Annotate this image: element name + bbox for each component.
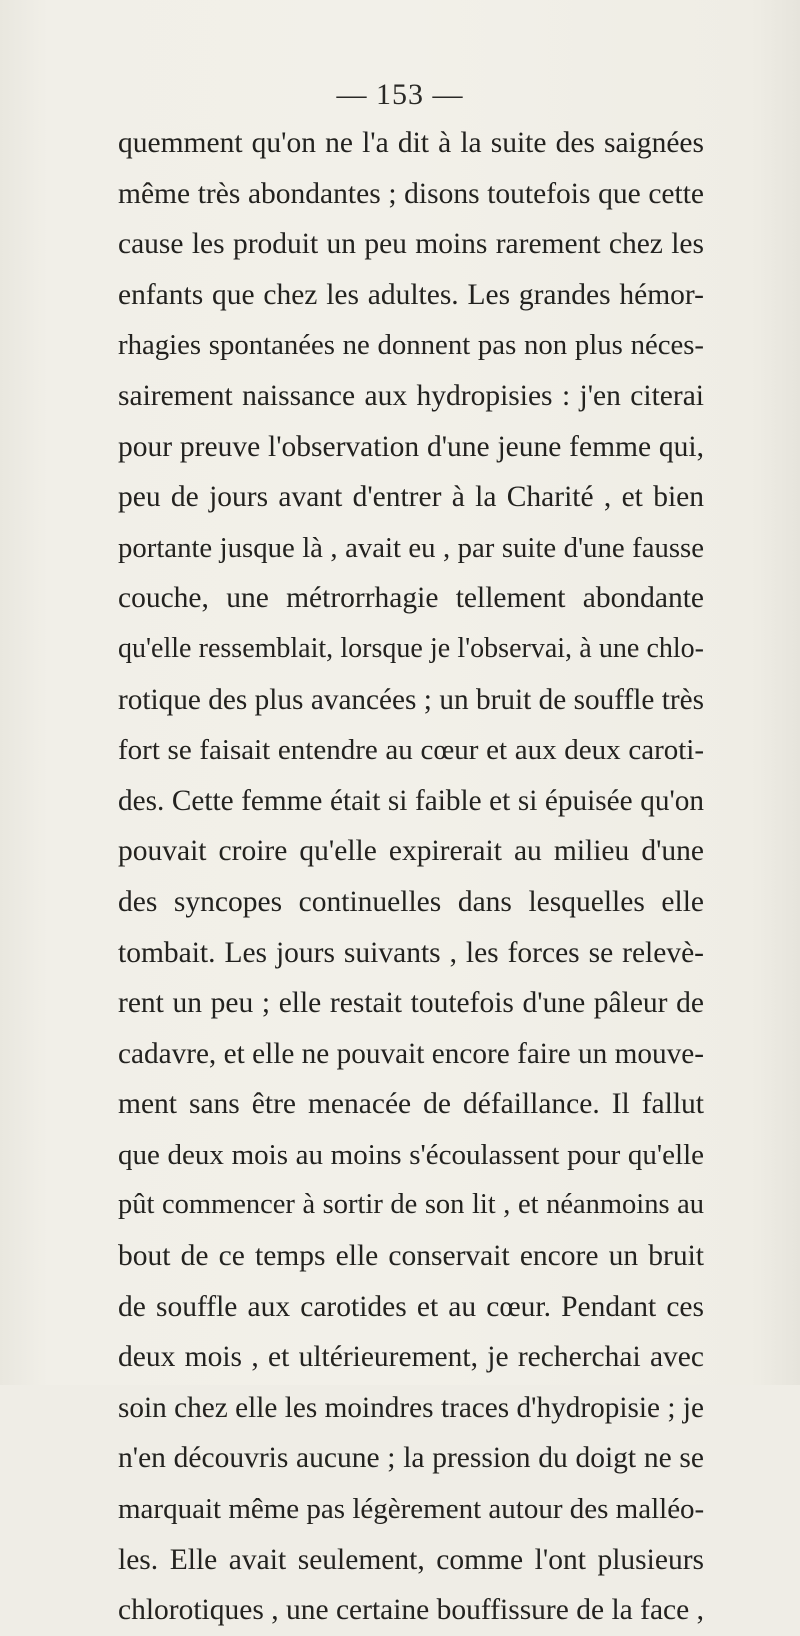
text-line: tombait. Les jours suivants , les forces se relevè- bbox=[118, 936, 704, 969]
page-number: — 153 — bbox=[336, 78, 464, 111]
text-line: soin chez elle les moindres traces d'hydropisie ; je bbox=[118, 1391, 704, 1424]
text-line: les. Elle avait seulement, comme l'ont plusieurs bbox=[118, 1543, 704, 1576]
text-line: cadavre, et elle ne pouvait encore faire un mouve- bbox=[118, 1037, 704, 1070]
text-line: même très abondantes ; disons toutefois que cette bbox=[118, 177, 704, 210]
text-line: pût commencer à sortir de son lit , et néanmoins au bbox=[118, 1189, 704, 1221]
text-line: quemment qu'on ne l'a dit à la suite des saignées bbox=[118, 127, 704, 159]
text-line: bout de ce temps elle conservait encore un bruit bbox=[118, 1240, 704, 1273]
text-line: cause les produit un peu moins rarement chez les bbox=[118, 228, 704, 261]
text-line: portante jusque là , avait eu , par suite d'une fausse bbox=[118, 531, 704, 564]
text-line: enfants que chez les adultes. Les grandes hémor- bbox=[118, 278, 704, 311]
text-line: couche, une métrorrhagie tellement abondante bbox=[118, 582, 704, 615]
text-line: rotique des plus avancées ; un bruit de souffle très bbox=[118, 683, 704, 716]
text-line: sairement naissance aux hydropisies : j'en citerai bbox=[118, 379, 704, 412]
text-line: pour preuve l'observation d'une jeune femme qui, bbox=[118, 430, 704, 463]
text-line: qu'elle ressemblait, lorsque je l'observai, à une chlo- bbox=[118, 632, 704, 664]
text-line: des. Cette femme était si faible et si épuisée qu'on bbox=[118, 784, 704, 817]
text-line: peu de jours avant d'entrer à la Charité , et bien bbox=[118, 481, 704, 514]
text-line: rhagies spontanées ne donnent pas non plus néces- bbox=[118, 329, 704, 362]
text-line: chlorotiques , une certaine bouffissure de la face , bbox=[118, 1594, 704, 1627]
text-line: ment sans être menacée de défaillance. Il fallut bbox=[118, 1088, 704, 1121]
text-line: des syncopes continuelles dans lesquelles elle bbox=[118, 885, 704, 918]
text-line: que deux mois au moins s'écoulassent pour qu'elle bbox=[118, 1138, 704, 1171]
text-line: pouvait croire qu'elle expirerait au milieu d'une bbox=[118, 835, 704, 868]
text-line: n'en découvris aucune ; la pression du doigt ne se bbox=[118, 1442, 704, 1475]
text-line: de souffle aux carotides et au cœur. Pendant ces bbox=[118, 1290, 704, 1323]
text-line: rent un peu ; elle restait toutefois d'une pâleur de bbox=[118, 987, 704, 1020]
text-line: marquait même pas légèrement autour des malléo- bbox=[118, 1493, 705, 1526]
body-text bbox=[118, 118, 704, 1636]
text-line: deux mois , et ultérieurement, je recherchai avec bbox=[118, 1341, 704, 1374]
text-line: fort se faisait entendre au cœur et aux deux caroti- bbox=[118, 734, 704, 767]
